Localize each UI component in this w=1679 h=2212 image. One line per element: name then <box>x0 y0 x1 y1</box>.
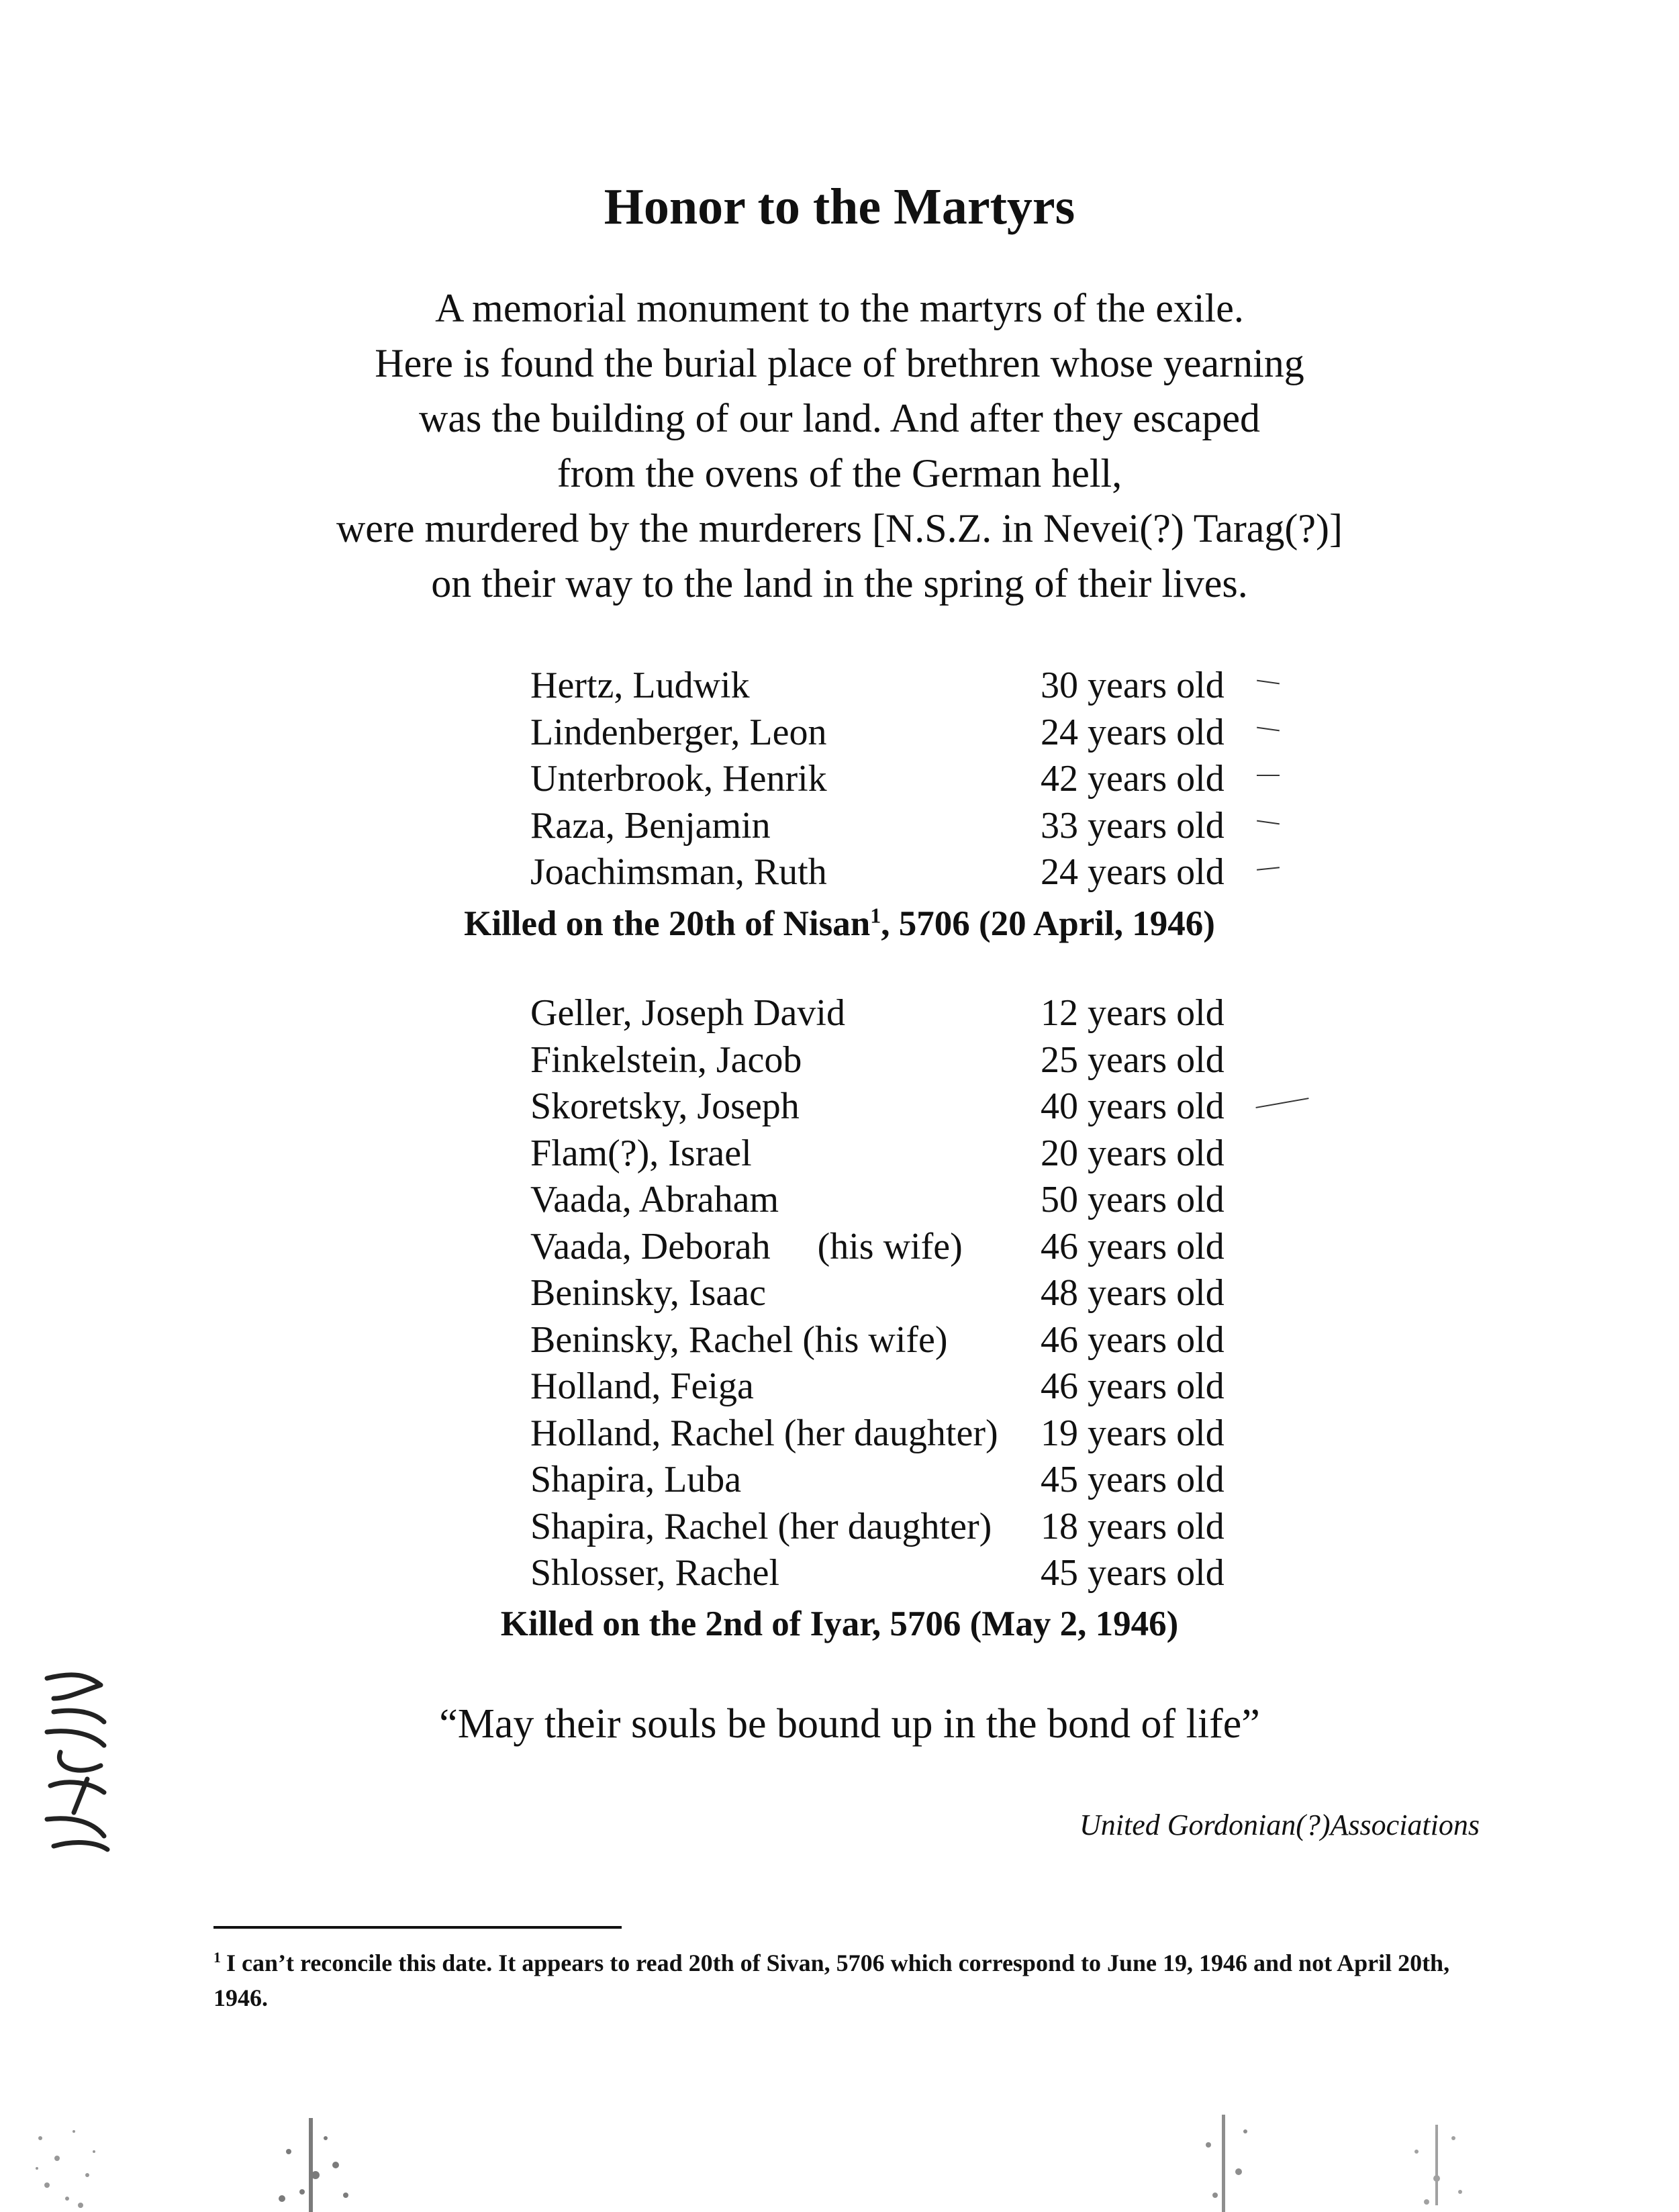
killed-date-iyar: Killed on the 2nd of Iyar, 5706 (May 2, 1946) <box>500 1604 1179 1643</box>
victim-name: Unterbrook, Henrik <box>530 758 827 800</box>
scan-smudge <box>269 2111 363 2212</box>
footnote <box>213 1945 1489 2015</box>
inscription-line: was the building of our land. And after they escaped <box>419 396 1260 440</box>
victim-name: Finkelstein, Jacob <box>530 1039 802 1081</box>
memorial-inscription <box>0 281 1679 611</box>
scan-smudge <box>27 2111 107 2212</box>
page-title: Honor to the Martyrs <box>604 179 1075 235</box>
victim-name: Flam(?), Israel <box>530 1132 752 1174</box>
victim-age: 46 years old <box>1041 1365 1225 1407</box>
victim-name: Raza, Benjamin <box>530 804 771 847</box>
victim-age: 12 years old <box>1041 992 1225 1034</box>
victim-age: 19 years old <box>1041 1412 1225 1454</box>
victim-name: Holland, Rachel (her daughter) <box>530 1412 998 1454</box>
victim-age: 25 years old <box>1041 1039 1225 1081</box>
victim-age: 30 years old <box>1041 665 1225 706</box>
victim-name: Geller, Joseph David <box>530 992 845 1034</box>
footnote-reference: 1 <box>870 903 881 928</box>
victim-age: 50 years old <box>1041 1179 1225 1220</box>
inscription-line: on their way to the land in the spring of their lives. <box>431 561 1248 606</box>
inscription-line: from the ovens of the German hell, <box>557 451 1122 495</box>
victim-age: 48 years old <box>1041 1272 1225 1314</box>
inscription-line: Here is found the burial place of brethren whose yearning <box>375 341 1304 385</box>
victim-name: Lindenberger, Leon <box>530 711 827 753</box>
killed-date-nisan <box>0 903 1679 943</box>
victim-age: 24 years old <box>1041 851 1225 893</box>
pencil-tick-mark <box>1257 820 1280 824</box>
victim-name: Shapira, Rachel (her daughter) <box>530 1505 992 1547</box>
victim-age: 45 years old <box>1041 1552 1225 1594</box>
victim-name: Holland, Feiga <box>530 1365 754 1407</box>
memorial-quote: “May their souls be bound up in the bond of life” <box>439 1701 1260 1747</box>
victim-name: Skoretsky, Joseph <box>530 1086 800 1127</box>
victim-age: 24 years old <box>1041 711 1225 753</box>
victim-name: Shapira, Luba <box>530 1459 742 1500</box>
victim-age: 46 years old <box>1041 1318 1225 1361</box>
pencil-tick-mark <box>1257 775 1280 776</box>
victim-age: 42 years old <box>1041 758 1225 800</box>
inscription-line: were murdered by the murderers [N.S.Z. in Nevei(?) Tarag(?)] <box>336 506 1343 550</box>
inscription-line: A memorial monument to the martyrs of the exile. <box>435 286 1244 330</box>
victim-age: 20 years old <box>1041 1132 1225 1174</box>
victim-age: 40 years old <box>1041 1086 1225 1127</box>
killed-date-text: Killed on the 20th of Nisan <box>464 904 871 943</box>
victim-age: 46 years old <box>1041 1225 1225 1267</box>
pencil-tick-mark <box>1255 1098 1308 1108</box>
footnote-text: I can’t reconcile this date. It appears to read 20th of Sivan, 5706 which correspond to June 19, 1946 and not April 20th, 1946. <box>213 1950 1450 2011</box>
pencil-tick-mark <box>1257 867 1280 871</box>
victim-name: Hertz, Ludwik <box>530 665 750 706</box>
scan-smudge <box>1188 2111 1262 2212</box>
signature-associations: United Gordonian(?)Associations <box>1080 1809 1480 1841</box>
victim-age: 33 years old <box>1041 804 1225 847</box>
footnote-divider <box>213 1926 622 1929</box>
victim-name: Joachimsman, Ruth <box>530 851 827 893</box>
scan-smudge <box>1396 2111 1477 2212</box>
handwritten-margin-number <box>27 1651 128 1853</box>
victim-name: Beninsky, Isaac <box>530 1272 766 1314</box>
victim-name: Vaada, Deborah (his wife) <box>530 1225 963 1267</box>
pencil-tick-mark <box>1257 726 1280 731</box>
victim-age: 45 years old <box>1041 1459 1225 1500</box>
victim-name: Vaada, Abraham <box>530 1179 779 1220</box>
victim-age: 18 years old <box>1041 1505 1225 1547</box>
footnote-mark: 1 <box>213 1949 221 1966</box>
killed-date-text: , 5706 (20 April, 1946) <box>881 904 1215 943</box>
victim-name: Beninsky, Rachel (his wife) <box>530 1318 948 1361</box>
pencil-tick-mark <box>1257 680 1280 685</box>
victim-name: Shlosser, Rachel <box>530 1552 780 1594</box>
